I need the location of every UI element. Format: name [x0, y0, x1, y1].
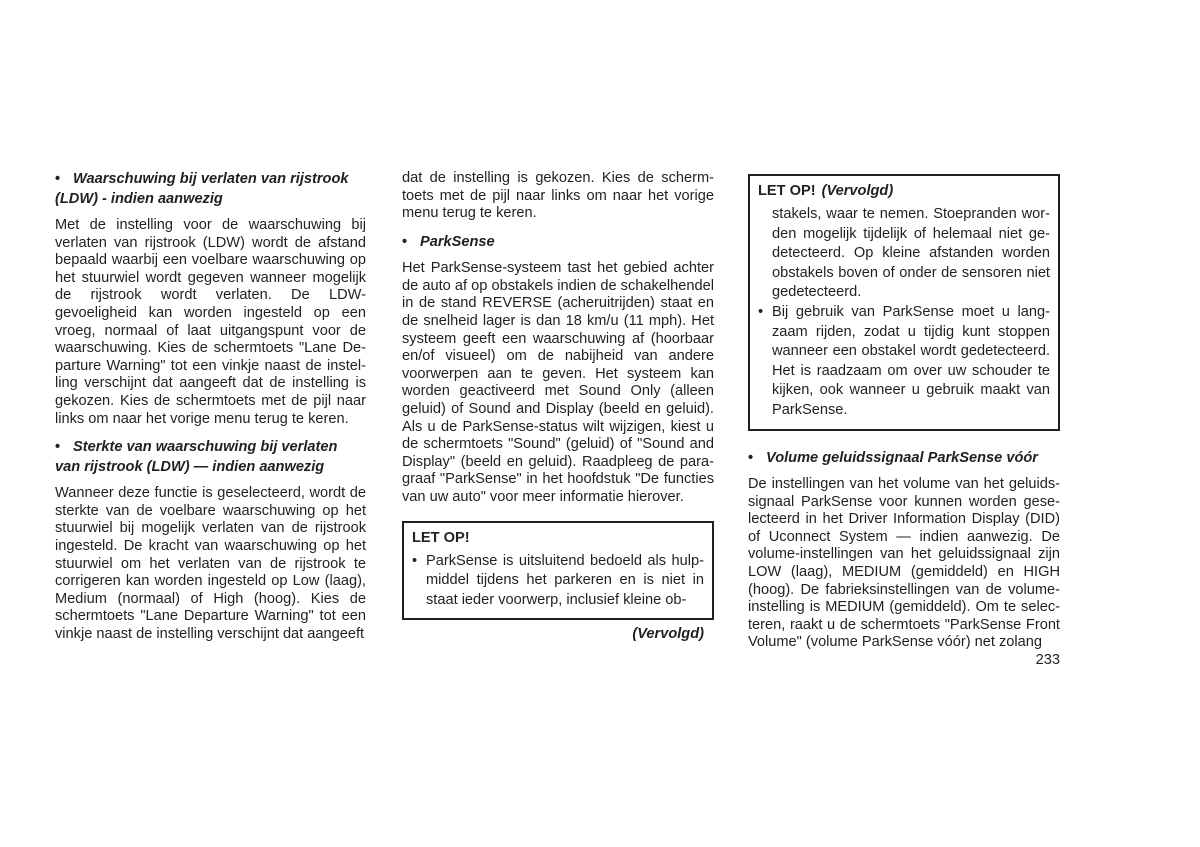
- column-right: [748, 170, 1060, 662]
- section-heading-ldw-strength: • Sterkte van waarschuwing bij verlaten van rijstrook (LDW) — indien aanwezig: [55, 439, 338, 475]
- paragraph-continued: dat de instelling is gekozen. Kies de schermtoets met de pijl naar links om naar het vorige menu terug te keren.: [402, 170, 714, 222]
- page-number: 233: [1035, 652, 1060, 668]
- caution-box-continued: [748, 174, 1060, 431]
- bullet-icon: •: [748, 449, 754, 466]
- column-middle: [402, 170, 714, 642]
- bullet-icon: •: [758, 303, 764, 320]
- bullet-icon: •: [55, 171, 61, 187]
- bullet-icon: •: [402, 233, 408, 250]
- column-left: [55, 170, 366, 653]
- caution-item: • ParkSense is uitsluitend bedoeld als hulpmiddel tijdens het parkeren en is niet in staat ieder voorwerp, inclusief kleine ob-: [412, 552, 704, 608]
- caution-box: [402, 521, 714, 621]
- section-heading-parksense: • ParkSense: [402, 233, 714, 253]
- paragraph-ldw-strength: Wanneer deze functie is geselecteerd, wordt de sterkte van de voelbare waarschuwing op het stuurwiel bij mogelijk verlaten van de rijstrook ingesteld. De kracht van waarschuwing op het stuurwiel om het verlaten van de rijstrook te corrigeren kan worden ingesteld op Low (laag), Medium (normaal) of High (hoog). Kies de schermtoets "Lane Departure Warning" tot een vinkje naast de instelling verschijnt dat aangeeft: [55, 485, 366, 642]
- caution-item: • Bij gebruik van ParkSense moet u langzaam rijden, zodat u tijdig kunt stoppen wanneer een obstakel wordt gedetecteerd. Het is raadzaam om over uw schouder te kijken, ook wanneer u gebruik maakt van ParkSense.: [758, 303, 1050, 418]
- bullet-icon: •: [55, 439, 61, 456]
- continued-label: (Vervolgd): [632, 626, 704, 643]
- bullet-icon: •: [412, 552, 418, 569]
- caution-title: LET OP!: [412, 529, 470, 546]
- section-heading-front-volume: • Volume geluidssignaal ParkSense vóór: [748, 449, 1060, 469]
- caution-continued-text: stakels, waar te nemen. Stoepranden worden mogelijk tijdelijk of helemaal niet gedetecteerd. Op kleine afstanden worden obstakels boven of onder de sensoren niet gedetecteerd.: [772, 206, 1050, 301]
- paragraph-parksense: Het ParkSense-systeem tast het gebied achter de auto af op obstakels indien de schakelhendel in de stand REVERSE (acheruitrijden) staat en de snelheid lager is dan 18 km/u (11 mph). Het systeem geeft een waarschuwing af (hoorbaar en/of visueel) om de nabijheid van andere voorwerpen aan te geven. Het systeem kan worden geactiveerd met Sound Only (alleen geluid) of Sound and Display (beeld en geluid). Als u de ParkSense-status wilt wijzigen, kiest u de schermtoets "Sound" (geluid) of "Sound and Display" (beeld en geluid). Raadpleeg de paragraaf "ParkSense" in het hoofdstuk "De functies van uw auto" voor meer informatie hierover.: [402, 260, 714, 505]
- paragraph-ldw: Met de instelling voor de waarschuwing bij verlaten van rijstrook (LDW) wordt de afstand bepaald waarbij een voelbare waarschuwing op het stuurwiel wordt gegeven wanneer mogelijk de rijstrook wordt verlaten. De LDW-gevoeligheid kan worden ingesteld op een vroeg, normaal of laat uitgangspunt voor de waarschuwing. Kies de schermtoets "Lane Departure Warning" tot een vinkje naast de instelling verschijnt dat aangeeft dat de instelling is gekozen. Kies de schermtoets met de pijl naar links om naar het vorige menu terug te keren.: [55, 217, 366, 427]
- section-heading-ldw: • Waarschuwing bij verlaten van rijstrook (LDW) - indien aanwezig: [55, 171, 349, 207]
- caution-title-continued: LET OP! (Vervolgd): [758, 183, 894, 199]
- paragraph-front-volume: De instellingen van het volume van het geluidssignaal ParkSense voor kunnen worden geselecteerd in het Driver Information Display (DID) of Uconnect System — indien aanwezig. De volume-instellingen van het geluidssignaal zijn LOW (laag), MEDIUM (gemiddeld) en HIGH (hoog). De fabrieksinstellingen van de volumeinstelling is MEDIUM (gemiddeld). Om te selecteren, raakt u de schermtoets "ParkSense Front Volume" (volume ParkSense vóór) net zolang: [748, 476, 1060, 651]
